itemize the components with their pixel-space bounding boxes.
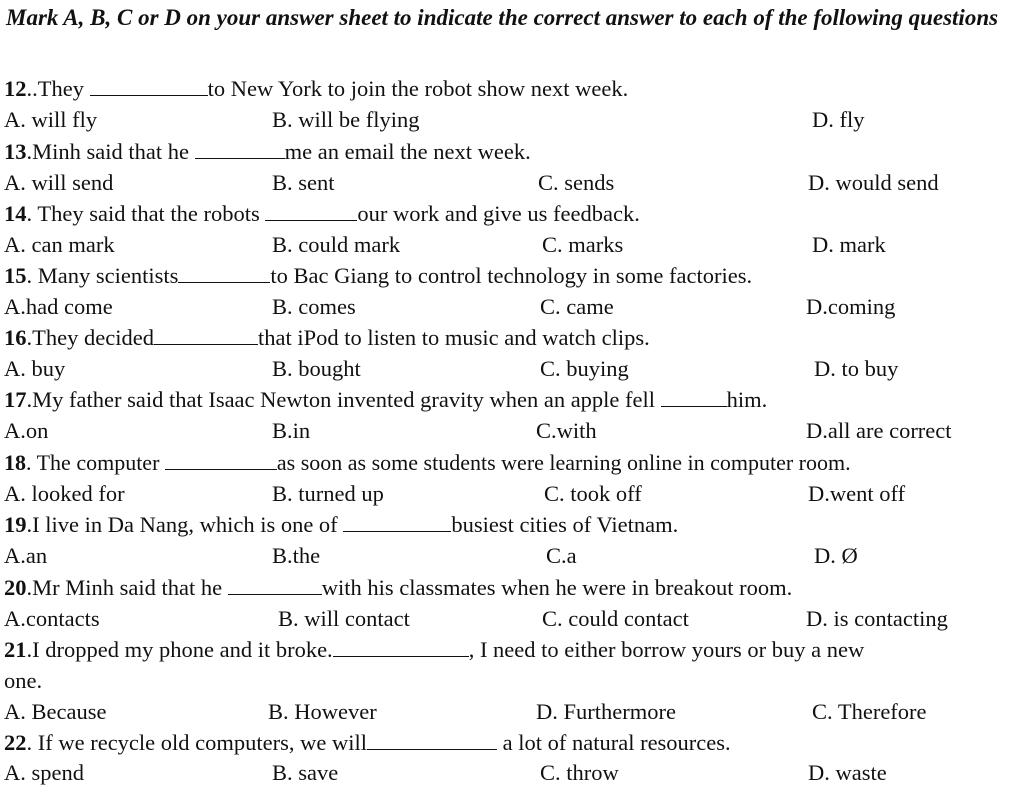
option-b[interactable]: B. However bbox=[268, 699, 377, 724]
question-21 bbox=[4, 637, 864, 663]
question-text-before: I dropped my phone and it broke. bbox=[32, 637, 333, 662]
question-number: 21 bbox=[4, 637, 27, 662]
question-text-after: to New York to join the robot show next week. bbox=[207, 76, 629, 101]
option-b[interactable]: B. sent bbox=[272, 170, 335, 195]
option-b[interactable]: B.in bbox=[272, 418, 311, 443]
answer-blank bbox=[90, 77, 208, 96]
question-separator: . bbox=[26, 263, 38, 288]
question-text-before: They decided bbox=[32, 325, 154, 350]
question-number: 18 bbox=[4, 450, 26, 475]
option-b[interactable]: B.the bbox=[272, 543, 321, 568]
question-text-after: with his classmates when he were in breakout room. bbox=[321, 575, 793, 600]
question-number: 14 bbox=[4, 201, 27, 226]
answer-blank bbox=[195, 140, 285, 159]
option-b[interactable]: B. comes bbox=[272, 294, 356, 319]
option-c[interactable]: C.with bbox=[536, 418, 597, 443]
option-c[interactable]: C. buying bbox=[540, 356, 629, 381]
question-number: 20 bbox=[4, 575, 27, 600]
question-20 bbox=[4, 575, 792, 601]
question-21-continued: one. bbox=[4, 668, 43, 693]
question-text-after: our work and give us feedback. bbox=[357, 201, 640, 226]
question-separator: . bbox=[26, 450, 37, 475]
question-separator: .. bbox=[26, 76, 38, 101]
option-d[interactable]: D.went off bbox=[808, 481, 906, 506]
question-17 bbox=[4, 387, 767, 413]
question-separator: . bbox=[26, 325, 33, 350]
option-b[interactable]: B. could mark bbox=[272, 232, 401, 257]
option-b[interactable]: B. save bbox=[272, 760, 339, 785]
question-text-before: They said that the robots bbox=[37, 201, 266, 226]
question-text-after: , I need to either borrow yours or buy a new bbox=[468, 637, 865, 662]
question-number: 16 bbox=[4, 325, 27, 350]
option-c[interactable]: C. sends bbox=[538, 170, 615, 195]
question-number: 15 bbox=[4, 263, 27, 288]
answer-blank bbox=[165, 451, 277, 470]
question-number: 12 bbox=[4, 76, 27, 101]
option-a[interactable]: A. will send bbox=[4, 170, 114, 195]
option-d[interactable]: D. Ø bbox=[814, 543, 858, 568]
question-number: 19 bbox=[4, 512, 27, 537]
question-16 bbox=[4, 325, 650, 351]
question-14 bbox=[4, 201, 640, 227]
question-text-before: My father said that Isaac Newton invented gravity when an apple fell bbox=[32, 387, 661, 412]
question-separator: . bbox=[26, 575, 33, 600]
option-b[interactable]: B. will contact bbox=[278, 606, 410, 631]
option-b[interactable]: B. turned up bbox=[272, 481, 384, 506]
answer-blank bbox=[367, 731, 497, 750]
question-text-after: a lot of natural resources. bbox=[497, 730, 731, 755]
question-text-before: If we recycle old computers, we will bbox=[37, 730, 367, 755]
question-separator: . bbox=[26, 637, 33, 662]
question-text-before: Minh said that he bbox=[32, 139, 195, 164]
question-separator: . bbox=[26, 512, 33, 537]
answer-blank bbox=[661, 388, 727, 407]
question-separator: . bbox=[26, 139, 33, 164]
question-text-before: The computer bbox=[36, 450, 165, 475]
question-text-before: Mr Minh said that he bbox=[32, 575, 228, 600]
option-a[interactable]: A. can mark bbox=[4, 232, 115, 257]
option-b[interactable]: B. will be flying bbox=[272, 107, 420, 132]
option-c[interactable]: C. took off bbox=[544, 481, 642, 506]
option-b[interactable]: B. bought bbox=[272, 356, 361, 381]
instructions: Mark A, B, C or D on your answer sheet to indicate the correct answer to each of the following questions bbox=[6, 5, 999, 30]
answer-blank bbox=[178, 264, 270, 283]
answer-blank bbox=[154, 326, 258, 345]
question-text-before: Many scientists bbox=[37, 263, 179, 288]
option-d[interactable]: D.all are correct bbox=[806, 418, 952, 443]
question-number: 17 bbox=[4, 387, 27, 412]
question-15 bbox=[4, 263, 752, 289]
option-a[interactable]: A.contacts bbox=[4, 606, 100, 631]
option-d[interactable]: D. fly bbox=[812, 107, 865, 132]
option-d[interactable]: D. would send bbox=[808, 170, 939, 195]
question-18 bbox=[4, 450, 851, 476]
question-12 bbox=[4, 76, 628, 102]
option-c[interactable]: C. throw bbox=[540, 760, 619, 785]
option-d[interactable]: D. mark bbox=[812, 232, 886, 257]
question-number: 22 bbox=[4, 730, 27, 755]
question-19 bbox=[4, 512, 678, 538]
option-c[interactable]: D. Furthermore bbox=[536, 699, 676, 724]
option-c[interactable]: C. could contact bbox=[542, 606, 689, 631]
option-d[interactable]: D.coming bbox=[806, 294, 896, 319]
question-text-after: me an email the next week. bbox=[284, 139, 531, 164]
question-text-after: as soon as some students were learning online in computer room. bbox=[276, 450, 851, 475]
option-a[interactable]: A. looked for bbox=[4, 481, 125, 506]
answer-blank bbox=[265, 202, 357, 221]
question-22 bbox=[4, 730, 731, 756]
option-d[interactable]: D. waste bbox=[808, 760, 887, 785]
option-a[interactable]: A.had come bbox=[4, 294, 113, 319]
answer-blank bbox=[343, 513, 451, 532]
question-text-before: They bbox=[37, 76, 90, 101]
question-text-before: I live in Da Nang, which is one of bbox=[32, 512, 344, 537]
question-number: 13 bbox=[4, 139, 27, 164]
option-a[interactable]: A. will fly bbox=[4, 107, 98, 132]
option-a[interactable]: A. spend bbox=[4, 760, 84, 785]
question-separator: . bbox=[26, 387, 33, 412]
option-a[interactable]: A. Because bbox=[4, 699, 107, 724]
option-d[interactable]: C. Therefore bbox=[812, 699, 927, 724]
question-text-after: that iPod to listen to music and watch clips. bbox=[257, 325, 650, 350]
option-c[interactable]: C. marks bbox=[542, 232, 624, 257]
answer-blank bbox=[333, 638, 469, 657]
option-d[interactable]: D. to buy bbox=[814, 356, 899, 381]
option-c[interactable]: C.a bbox=[546, 543, 577, 568]
option-d[interactable]: D. is contacting bbox=[806, 606, 948, 631]
option-c[interactable]: C. came bbox=[540, 294, 614, 319]
option-a[interactable]: A.on bbox=[4, 418, 49, 443]
question-13 bbox=[4, 139, 531, 165]
question-text-after: busiest cities of Vietnam. bbox=[451, 512, 679, 537]
answer-blank bbox=[228, 576, 322, 595]
question-separator: . bbox=[26, 201, 38, 226]
question-text-after: him. bbox=[726, 387, 768, 412]
question-text-after: to Bac Giang to control technology in some factories. bbox=[270, 263, 753, 288]
option-a[interactable]: A. buy bbox=[4, 356, 66, 381]
option-a[interactable]: A.an bbox=[4, 543, 48, 568]
question-separator: . bbox=[26, 730, 38, 755]
